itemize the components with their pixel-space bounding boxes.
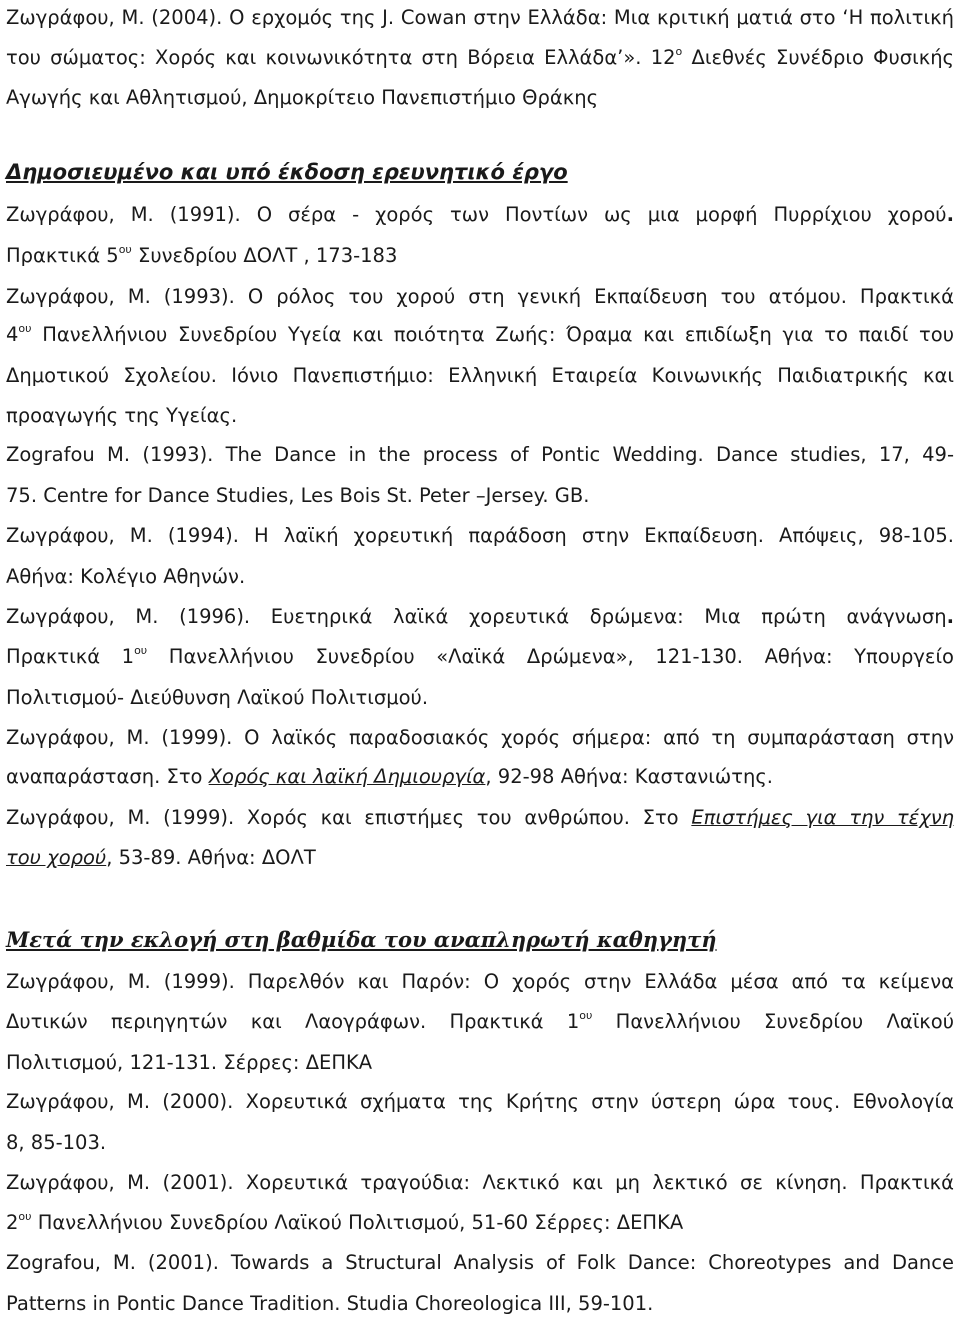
reference-line: αναπαράσταση. Στο Χορός και λαϊκή Δημιουργία, 92-98 Αθήνα: Καστανιώτης. [6,765,773,788]
reference-line: Ζωγράφου, Μ. (1996). Ευετηρικά λαϊκά χορευτικά δρώμενα: Μια πρώτη ανάγνωση. [6,605,954,628]
reference-line: Πολιτισμού- Διεύθυνση Λαϊκού Πολιτισμού. [6,686,429,709]
reference-line: Δημοτικού Σχολείου. Ιόνιο Πανεπιστήμιο: Ελληνική Εταιρεία Κοινωνικής Παιδιατρικής και [6,364,954,387]
reference-line: $2^{o\upsilon}$ Πανελλήνιου Συνεδρίου Λαϊκού Πολιτισμού, 51-60 Σέρρες: ΔΕΠΚΑ [6,1210,684,1234]
reference-line: Πολιτισμού, 121-131. Σέρρες: ΔΕΠΚΑ [6,1051,373,1074]
reference-line: Δυτικών περιηγητών και Λαογράφων. Πρακτικά $1^{o\upsilon}$ Πανελλήνιου Συνεδρίου Λαϊκού [6,1009,955,1033]
reference-line: Ζωγράφου, Μ. (1993). Ο ρόλος του χορού στη γενική Εκπαίδευση του ατόμου. Πρακτικά [6,285,954,308]
reference-line: Πρακτικά $1^{o\upsilon}$ Πανελλήνιου Συνεδρίου «Λαϊκά Δρώμενα», 121-130. Αθήνα: Υπουργείο [6,644,954,668]
reference-line: Πρακτικά $5^{o\upsilon}$ Συνεδρίου ΔΟΛΤ , 173-183 [6,243,398,267]
reference-line: 8, 85-103. [6,1131,107,1154]
reference-line: του σώματος: Χορός και κοινωνικότητα στη Βόρεια Ελλάδα’». $12^o$ Διεθνές Συνέδριο Φυσικής [6,45,955,69]
reference-line: Ζωγράφου, Μ. (2000). Χορευτικά σχήματα της Κρήτης στην ύστερη ώρα τους. Εθνολογία [6,1090,954,1113]
reference-line: $4^{o\upsilon}$ Πανελλήνιου Συνεδρίου Υγεία και ποιότητα Ζωής: Όραμα και επιδίωξη για το παιδί του [6,322,954,346]
reference-line: Αθήνα: Κολέγιο Αθηνών. [6,565,246,588]
reference-line: Ζωγράφου, Μ. (1999). Χορός και επιστήμες του ανθρώπου. Στο Επιστήμες για την τέχνη [6,806,954,829]
reference-line: Ζωγράφου, Μ. (1994). Η λαϊκή χορευτική παράδοση στην Εκπαίδευση. Απόψεις, 98-105. [6,524,954,547]
reference-line: προαγωγής της Υγείας. [6,404,238,427]
reference-line: Αγωγής και Αθλητισμού, Δημοκρίτειο Πανεπιστήμιο Θράκης [6,86,599,109]
reference-line: Ζωγράφου, Μ. (1991). Ο σέρα - χορός των Ποντίων ως μια μορφή Πυρρίχιου χορού. [6,203,954,226]
reference-line: Zografou, M. (2001). Towards a Structural Analysis of Folk Dance: Choreotypes and Dance [6,1251,954,1274]
reference-line: του χορού, 53-89. Αθήνα: ΔΟΛΤ [6,846,316,869]
reference-line: Ζωγράφου, Μ. (1999). Παρελθόν και Παρόν: Ο χορός στην Ελλάδα μέσα από τα κείμενα [6,970,954,993]
section-heading-after-election: Μετά την εκλογή στη βαθμίδα του αναπληρωτή καθηγητή [6,927,717,952]
reference-line: Ζωγράφου, Μ. (2004). Ο ερχομός της J. Cowan στην Ελλάδα: Μια κριτική ματιά στο ‘Η πολιτική [6,6,954,29]
section-heading-published: Δημοσιευμένο και υπό έκδοση ερευνητικό έργο [6,160,568,184]
reference-line: Ζωγράφου, Μ. (1999). Ο λαϊκός παραδοσιακός χορός σήμερα: από τη συμπαράσταση στην [6,726,954,749]
reference-line: Ζωγράφου, Μ. (2001). Χορευτικά τραγούδια: Λεκτικό και μη λεκτικό σε κίνηση. Πρακτικά [6,1171,954,1194]
reference-line: 75. Centre for Dance Studies, Les Bois St. Peter –Jersey. GB. [6,484,590,507]
reference-line: Patterns in Pontic Dance Tradition. Studia Choreologica III, 59-101. [6,1292,654,1315]
reference-line: Zografou M. (1993). The Dance in the process of Pontic Wedding. Dance studies, 17, 49- [6,443,954,466]
